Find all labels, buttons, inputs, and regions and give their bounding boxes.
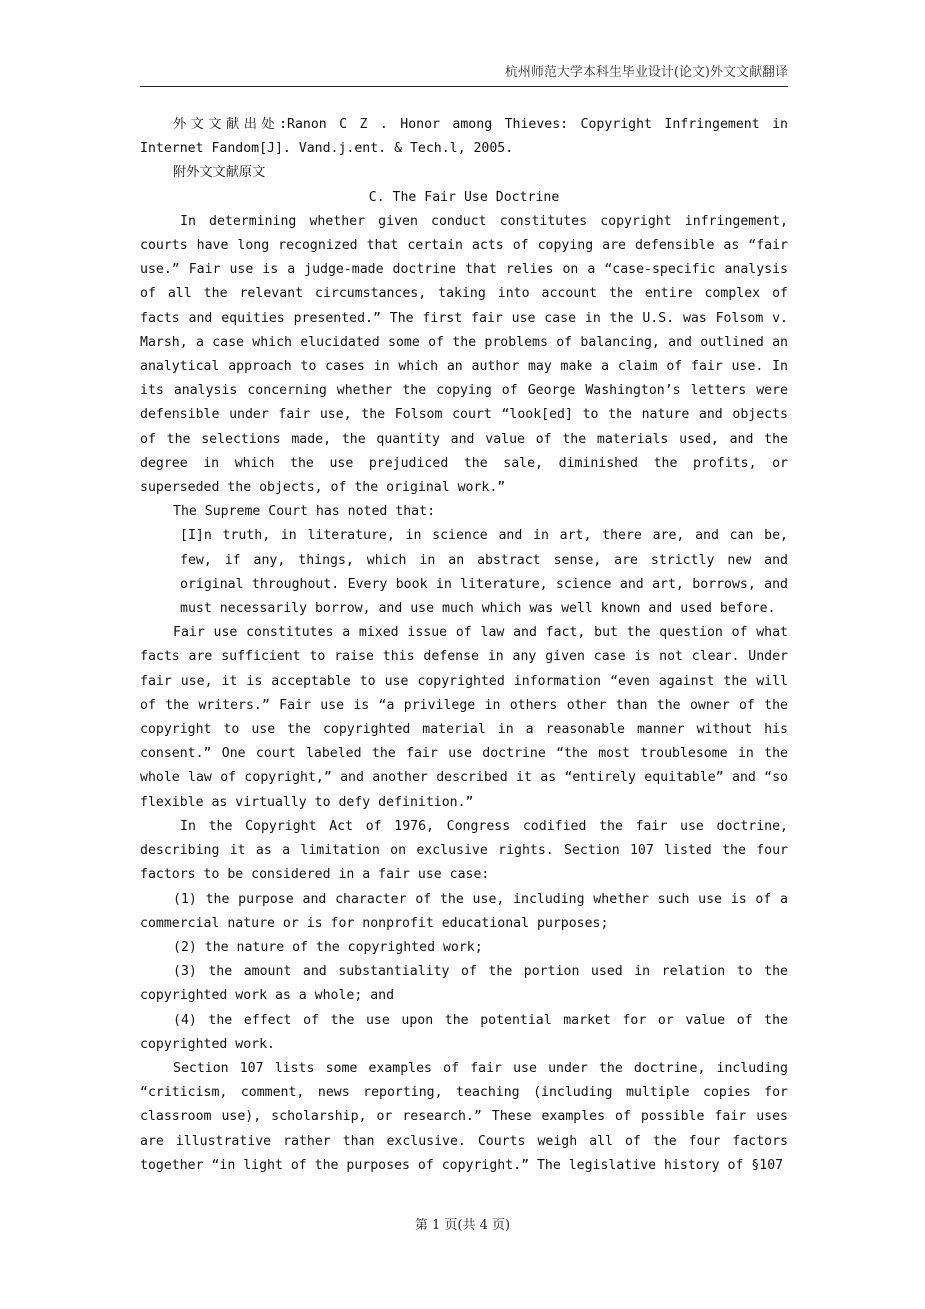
- page-header: [140, 62, 788, 87]
- block-quote: [I]n truth, in literature, in science and in art, there are, and can be, few, if any, things, which in an abstract sense, are strictly new and original throughout. Every book in literature, science and art, borrows, and must necessarily borrow, and use much which was well known and used before.: [180, 528, 788, 617]
- paragraph: Fair use constitutes a mixed issue of law and fact, but the question of what facts are sufficient to raise this defense in any given case is not clear. Under fair use, it is acceptable to use copyrighted information “even against the will of the writers.” Fair use is “a privilege in others other than the owner of the copyright to use the copyrighted material in a reasonable manner without his consent.” One court labeled the fair use doctrine “the most troublesome in the whole law of copyright,” and another described it as “entirely equitable” and “so flexible as virtually to defy definition.”: [140, 625, 788, 810]
- page-number: 第 1 页(共 4 页): [414, 1218, 511, 1233]
- paragraph: The Supreme Court has noted that:: [173, 504, 436, 520]
- factor-list-item: (2) the nature of the copyrighted work;: [173, 939, 483, 955]
- attachment-heading: 附外文文献原文: [173, 165, 266, 181]
- paragraph: In the Copyright Act of 1976, Congress codified the fair use doctrine, describing it as a limitation on exclusive rights. Section 107 listed the four factors to be considered in a fair use case:: [140, 818, 788, 883]
- factor-list-item: (4) the effect of the use upon the potential market for or value of the copyrighted work.: [140, 1012, 788, 1052]
- header-title: 杭州师范大学本科生毕业设计(论文)外文文献翻译: [504, 65, 788, 80]
- paragraph: Section 107 lists some examples of fair use under the doctrine, including “criticism, comment, news reporting, teaching (including multiple copies for classroom use), scholarship, or research.” These examples of possible fair uses are illustrative rather than exclusive. Courts weigh all of the four factors together “in light of the purposes of copyright.” The legislative history of §107: [140, 1060, 788, 1173]
- section-title: C. The Fair Use Doctrine: [368, 189, 560, 205]
- factor-list-item: (3) the amount and substantiality of the portion used in relation to the copyrighted work as a whole; and: [140, 964, 788, 1004]
- page-footer: [0, 1214, 925, 1233]
- paragraph: In determining whether given conduct constitutes copyright infringement, courts have long recognized that certain acts of copying are defensible as “fair use.” Fair use is a judge-made doctrine that relies on a “case-specific analysis of all the relevant circumstances, taking into account the entire complex of facts and equities presented.” The first fair use case in the U.S. was Folsom v. Marsh, a case which elucidated some of the problems of balancing, and outlined an analytical approach to cases in which an author may make a claim of fair use. In its analysis concerning whether the copying of George Washington’s letters were defensible under fair use, the Folsom court “look[ed] to the nature and objects of the selections made, the quantity and value of the materials used, and the degree in which the use prejudiced the sale, diminished the profits, or superseded the objects, of the original work.”: [140, 213, 788, 496]
- document-body: [140, 113, 788, 1178]
- factor-list-item: (1) the purpose and character of the use, including whether such use is of a commercial nature or is for nonprofit educational purposes;: [140, 891, 788, 931]
- source-citation: 外文文献出处:Ranon C Z . Honor among Thieves: Copyright Infringement in Internet Fandom[J]. Vand.j.ent. & Tech.l, 2005.: [140, 117, 788, 157]
